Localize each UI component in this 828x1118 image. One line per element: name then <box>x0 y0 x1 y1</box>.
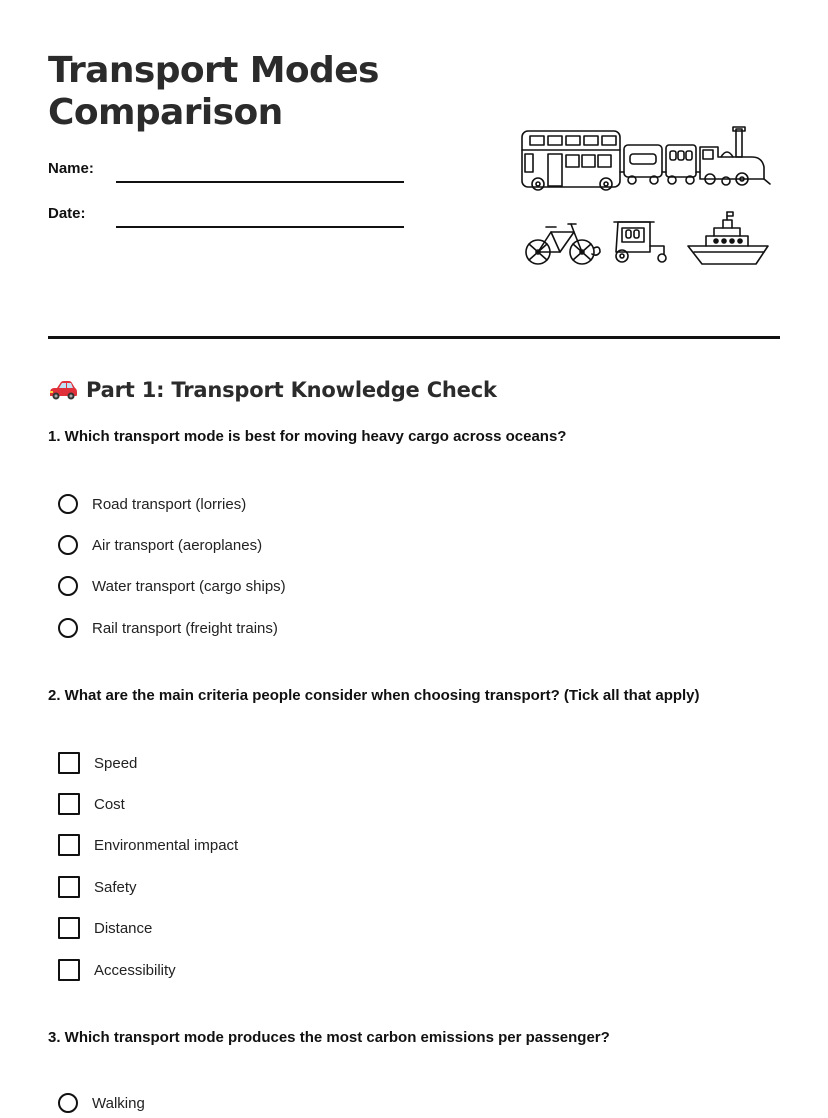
date-field[interactable] <box>48 205 408 229</box>
checkbox[interactable] <box>58 752 80 774</box>
q1-option-3[interactable] <box>58 573 286 599</box>
name-label: Name: <box>48 160 94 177</box>
option-label: Accessibility <box>94 961 176 979</box>
title-line-1: Transport Modes <box>48 50 379 91</box>
radio-button[interactable] <box>58 494 78 514</box>
bicycle-icon <box>526 224 600 264</box>
train-carriage-icon <box>662 145 696 184</box>
q3-option-1[interactable] <box>58 1090 145 1116</box>
option-label: Speed <box>94 754 138 772</box>
question-3: 3. Which transport mode produces the most carbon emissions per passenger? <box>48 1029 610 1046</box>
section-title: Part 1: Transport Knowledge Check <box>86 378 497 402</box>
title-line-2: Comparison <box>48 92 283 133</box>
question-2: 2. What are the main criteria people consider when choosing transport? (Tick all that apply) <box>48 687 700 704</box>
option-label: Road transport (lorries) <box>92 495 247 513</box>
q2-option-1[interactable] <box>58 750 137 776</box>
q2-option-6[interactable] <box>58 957 176 983</box>
train-carriage-icon <box>620 145 662 184</box>
page-title <box>48 50 379 134</box>
radio-button[interactable] <box>58 618 78 638</box>
q2-option-2[interactable] <box>58 791 125 817</box>
option-label: Rail transport (freight trains) <box>92 619 278 637</box>
q1-option-1[interactable] <box>58 491 246 517</box>
checkbox[interactable] <box>58 917 80 939</box>
boat-icon <box>688 212 768 264</box>
date-underline[interactable] <box>116 226 404 228</box>
q1-option-2[interactable] <box>58 532 262 558</box>
radio-button[interactable] <box>58 576 78 596</box>
radio-button[interactable] <box>58 1093 78 1113</box>
q2-option-3[interactable] <box>58 832 238 858</box>
worksheet-page <box>48 0 780 1118</box>
name-underline[interactable] <box>116 181 404 183</box>
option-label: Walking <box>92 1094 145 1112</box>
transport-illustration <box>518 124 772 274</box>
name-field[interactable] <box>48 160 408 184</box>
option-label: Water transport (cargo ships) <box>92 577 286 595</box>
option-label: Air transport (aeroplanes) <box>92 536 263 554</box>
option-label: Cost <box>94 795 125 813</box>
question-1: 1. Which transport mode is best for moving heavy cargo across oceans? <box>48 428 567 445</box>
checkbox[interactable] <box>58 876 80 898</box>
radio-button[interactable] <box>58 535 78 555</box>
option-label: Environmental impact <box>94 836 239 854</box>
checkbox[interactable] <box>58 959 80 981</box>
locomotive-icon <box>696 127 770 185</box>
q2-option-5[interactable] <box>58 915 152 941</box>
option-label: Safety <box>94 878 137 896</box>
checkbox[interactable] <box>58 834 80 856</box>
tuk-tuk-icon <box>614 222 666 262</box>
q1-option-4[interactable] <box>58 615 278 641</box>
date-label: Date: <box>48 205 86 222</box>
q2-option-4[interactable] <box>58 874 137 900</box>
section-heading <box>48 375 497 405</box>
checkbox[interactable] <box>58 793 80 815</box>
car-icon <box>48 379 78 401</box>
section-divider <box>48 336 780 339</box>
option-label: Distance <box>94 919 153 937</box>
bus-icon <box>522 131 620 190</box>
